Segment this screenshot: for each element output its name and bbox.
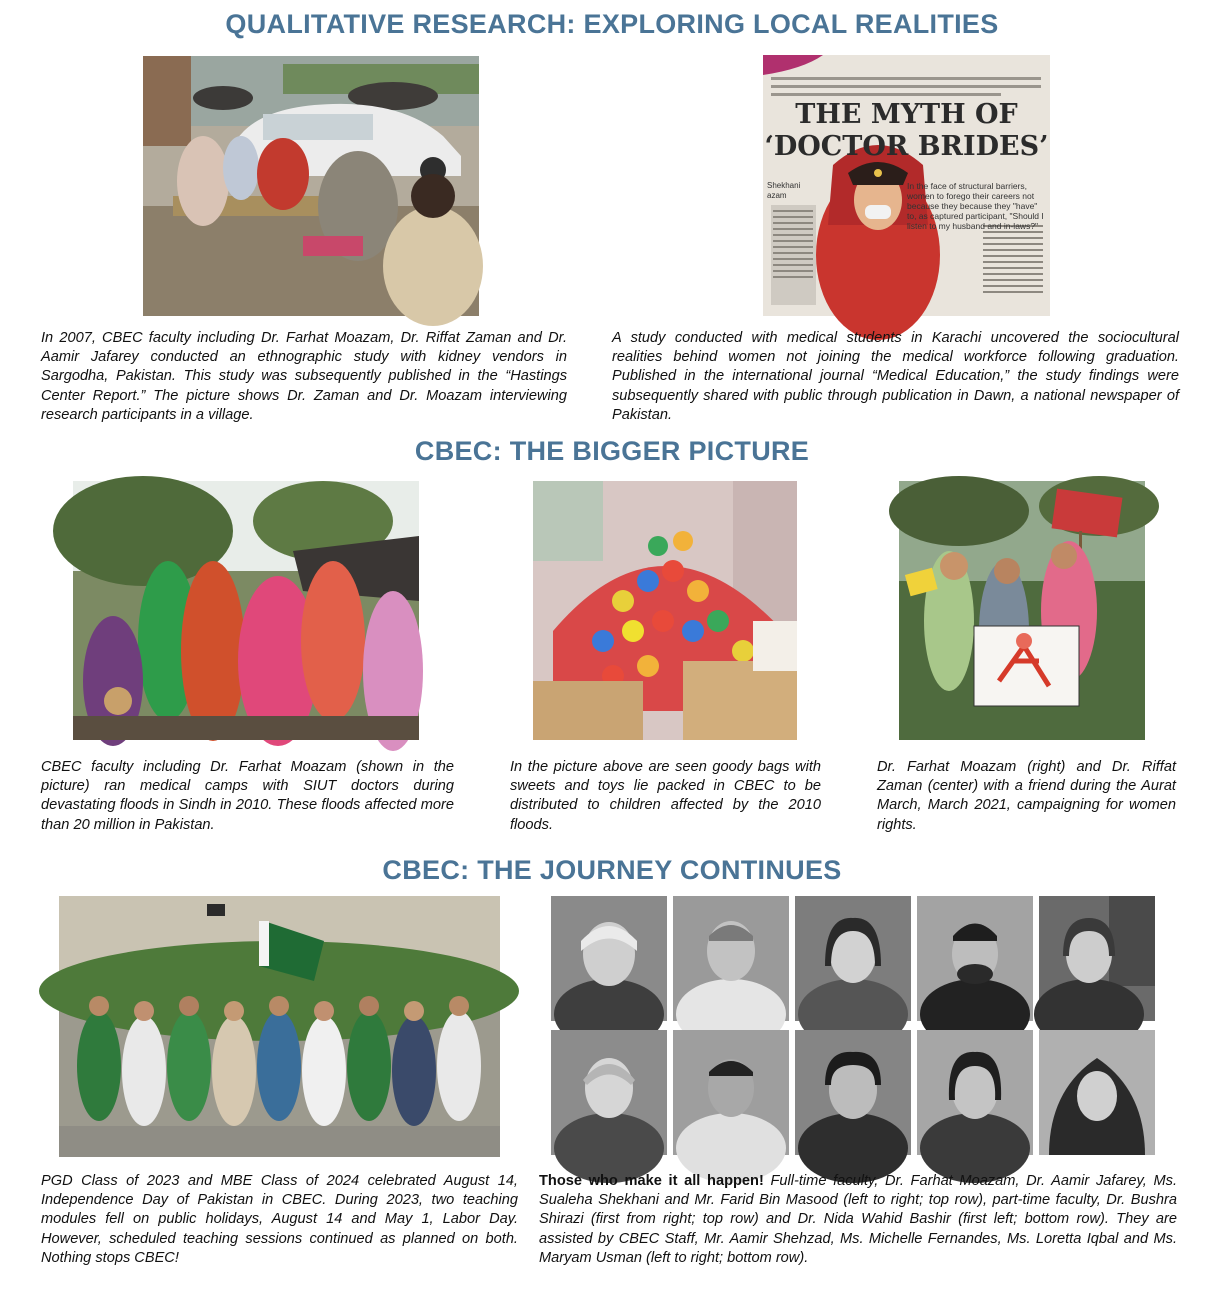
newspaper-deck: In the face of structural barriers, women to forego their careers not because they because they "have" to, as captured participant, "Should I listen to my husband and in-laws?" <box>907 181 1044 231</box>
caption-team-body: Full-time faculty, Dr. Farhat Moazam, Dr. Aamir Jafarey, Ms. Sualeha Shekhani and Mr. Farid Bin Masood (left to right; top row), part-time faculty, Dr. Bushra Shirazi (first from right; top row) and Dr. Nida Wahid Bashir (first left; bottom row). They are assisted by CBEC Staff, Mr. Aamir Shehzad, Ms. Michelle Fernandes, Ms. Loretta Iqbal and Ms. Maryam Usman (left to right; bottom row). <box>539 1173 1177 1266</box>
headline-line-2: ‘DOCTOR BRIDES’ <box>764 131 1049 162</box>
section-heading-journey-continues: CBEC: THE JOURNEY CONTINUES <box>382 855 842 885</box>
team-portrait <box>795 1030 911 1155</box>
team-portrait <box>917 1030 1033 1155</box>
photo-newspaper-clipping <box>763 55 1050 316</box>
team-portrait <box>673 896 789 1021</box>
team-portrait <box>1039 896 1155 1021</box>
team-portrait <box>795 896 911 1021</box>
caption-team <box>539 1172 1177 1268</box>
team-portrait <box>673 1030 789 1155</box>
team-portrait <box>551 1030 667 1155</box>
photo-goody-bags-footballs <box>533 481 797 740</box>
caption-aurat-march: Dr. Farhat Moazam (right) and Dr. Riffat Zaman (center) with a friend during the Aurat March, March 2021, campaigning for women rights. <box>877 759 1176 833</box>
team-portrait <box>917 896 1033 1021</box>
newspaper-headline <box>763 99 1050 163</box>
headline-line-1: THE MYTH OF <box>795 99 1018 130</box>
team-portrait <box>551 896 667 1021</box>
caption-doctor-brides-study: A study conducted with medical students in Karachi uncovered the sociocultural realities behind women not joining the medical workforce following graduation. Published in the international journal “Medical Education,” the study findings were subsequently shared with public through publication in Dawn, a national newspaper of Pakistan. <box>612 330 1179 423</box>
photo-aurat-march <box>899 481 1145 740</box>
newspaper-byline: Shekhani azam <box>767 181 801 200</box>
caption-team-lead: Those who make it all happen! <box>539 1173 764 1189</box>
caption-independence-day: PGD Class of 2023 and MBE Class of 2024 celebrated August 14, Independence Day of Pakistan in CBEC. During 2023, two teaching modules fell on public holidays, August 14 and May 1, Labor Day. However, scheduled teaching sessions continued as planned on both. Nothing stops CBEC! <box>41 1173 518 1266</box>
team-portrait-grid <box>551 896 1157 1157</box>
team-portrait <box>1039 1030 1155 1155</box>
caption-goody-bags: In the picture above are seen goody bags with sweets and toys lie packed in CBEC to be distributed to children affected by the 2010 floods. <box>510 759 821 833</box>
photo-village-interview <box>143 56 479 316</box>
caption-kidney-vendor-study: In 2007, CBEC faculty including Dr. Farhat Moazam, Dr. Riffat Zaman and Dr. Aamir Jafarey conducted an ethnographic study with kidney vendors in Sargodha, Pakistan. This study was subsequently published in the “Hastings Center Report.” The picture shows Dr. Zaman and Dr. Moazam interviewing research participants in a village. <box>41 330 567 423</box>
caption-flood-medical-camps: CBEC faculty including Dr. Farhat Moazam (shown in the picture) ran medical camps with SIUT doctors during devastating floods in Sindh in 2010. These floods affected more than 20 million in Pakistan. <box>41 759 454 833</box>
section-heading-qualitative-research: QUALITATIVE RESEARCH: EXPLORING LOCAL REALITIES <box>225 9 999 39</box>
section-heading-bigger-picture: CBEC: THE BIGGER PICTURE <box>414 436 810 466</box>
photo-flood-medical-camp <box>73 481 419 740</box>
photo-independence-day-group <box>59 896 500 1157</box>
